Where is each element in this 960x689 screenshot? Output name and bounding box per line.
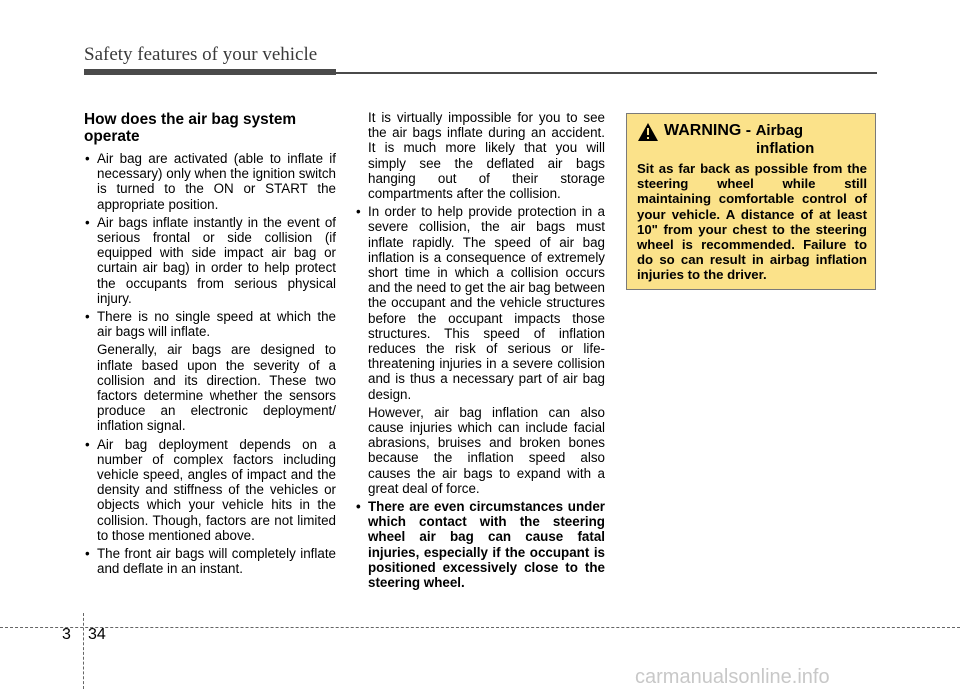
middle-bullet-list-2 — [355, 499, 605, 590]
header-rule-thick — [84, 69, 336, 75]
left-column — [84, 111, 336, 579]
left-bullet-list — [84, 151, 336, 339]
warning-topic-line2: inflation — [756, 140, 815, 157]
page-header-title: Safety features of your vehicle — [84, 44, 318, 65]
warning-header — [637, 122, 867, 157]
list-item: • Air bags inflate instantly in the event of serious frontal or side collision (if equipped with side impact air bag or curtain air bag) in order to help protect the occupants from serious physical injury. — [84, 215, 336, 306]
section-heading: How does the air bag system operate — [84, 111, 297, 145]
paragraph: Generally, air bags are designed to inflate based upon the severity of a collision and its direction. These two factors determine whether the sensors produce an electronic deployment/ inflation signal. — [97, 342, 336, 434]
warning-body: Sit as far back as possible from the steering wheel while still maintaining comfortable control of your vehicle. A distance of at least 10" from your chest to the steering wheel is recommended. Failure to do so can result in airbag inflation injuries to the driver. — [637, 161, 867, 283]
paragraph: However, air bag inflation can also cause injuries which can include facial abrasions, bruises and broken bones because the inflation speed also causes the air bags to expand with a great deal of force. — [368, 404, 605, 496]
list-item: • There are even circumstances under which contact with the steering wheel air bag can cause fatal injuries, especially if the occupant is positioned excessively close to the steering wheel. — [355, 499, 605, 590]
header-rule-thin — [336, 72, 877, 74]
page-number: 34 — [88, 626, 106, 643]
watermark: carmanualsonline.info — [635, 666, 830, 688]
footer-divider — [83, 613, 84, 689]
list-item: • Air bag deployment depends on a number of complex factors including vehicle speed, angles of impact and the density and stiffness of the vehicles or objects which your vehicle hits in the collision. Though, factors are not limited to those mentioned above. — [84, 437, 336, 543]
paragraph: It is virtually impossible for you to see the air bags inflate during an accident. It is much more likely that you will simply see the deflated air bags hanging out of their storage compartments after the collision. — [368, 110, 605, 202]
middle-bullet-list — [355, 204, 605, 402]
warning-topic-line1: Airbag — [755, 122, 804, 139]
warning-triangle-icon — [637, 122, 659, 142]
left-bullet-list-2 — [84, 437, 336, 577]
middle-column — [355, 110, 605, 593]
chapter-number: 3 — [62, 626, 71, 643]
list-item: • There is no single speed at which the air bags will inflate. — [84, 309, 336, 339]
warning-title — [664, 122, 814, 157]
footer-rule — [0, 627, 960, 628]
warning-word: WARNING - — [664, 122, 752, 139]
list-item: • Air bag are activated (able to inflate if necessary) only when the ignition switch is turned to the ON or START the appropriate position. — [84, 151, 336, 212]
list-item: • The front air bags will completely inflate and deflate in an instant. — [84, 546, 336, 576]
list-item: • In order to help provide protection in a severe collision, the air bags must inflate rapidly. The speed of air bag inflation is a consequence of extremely short time in which a collision occurs and the need to get the air bag between the occupant and the vehicle structures before the occupant impacts those structures. This speed of inflation reduces the risk of serious or life-threatening injuries in a severe collision and is thus a necessary part of air bag design. — [355, 204, 605, 402]
warning-box — [626, 113, 876, 290]
